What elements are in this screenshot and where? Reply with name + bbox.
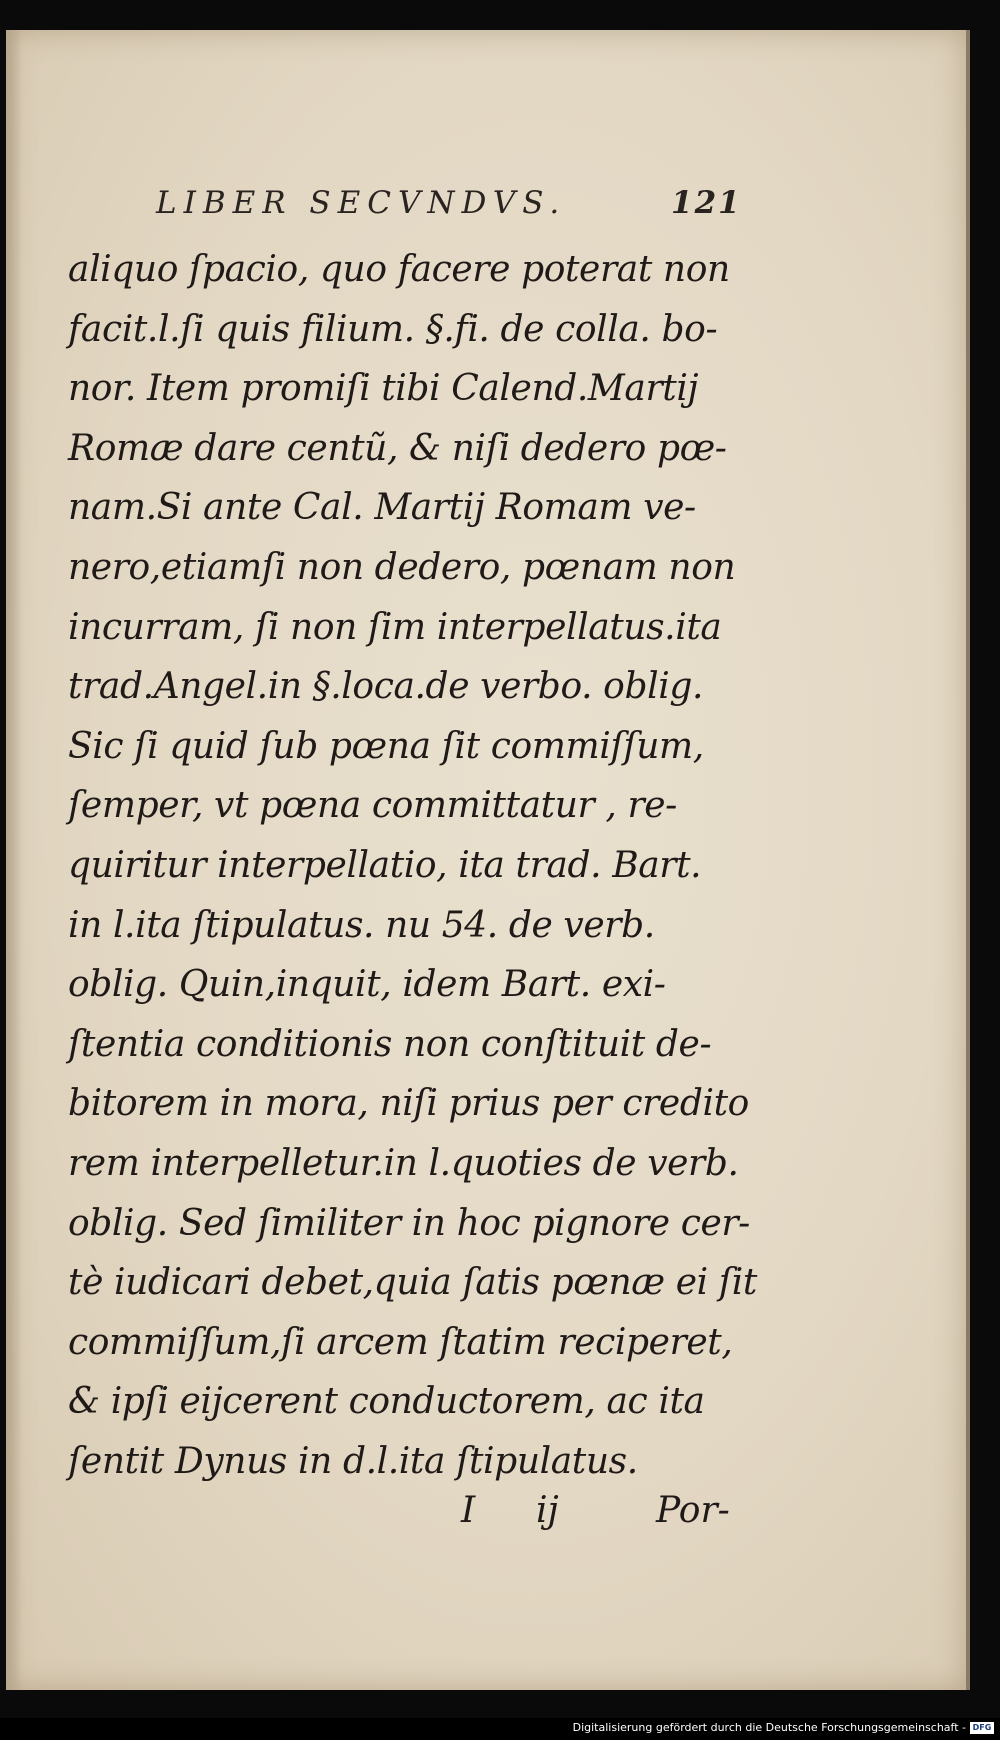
text-line: ſtentia conditionis non conſtituit de-: [68, 1023, 712, 1065]
text-line: Romæ dare centũ, & niſi dedero pœ-: [68, 427, 727, 469]
digitization-credit-bar: [0, 1718, 1000, 1740]
text-line: in l.ita ſtipulatus. nu 54. de verb.: [68, 904, 655, 946]
signature-mark: I: [461, 1490, 476, 1531]
text-line: tè iudicari debet,quia ſatis pœnæ ei ſit: [68, 1262, 757, 1304]
text-line: oblig. Quin,inquit, idem Bart. exi-: [68, 964, 666, 1006]
book-page: [6, 30, 970, 1690]
text-line: ſentit Dynus in d.l.ita ſtipulatus.: [68, 1440, 638, 1482]
text-line: oblig. Sed ſimiliter in hoc pignore cer-: [68, 1202, 750, 1244]
text-line: bitorem in mora, niſi prius per credito: [68, 1083, 749, 1125]
body-text: [68, 240, 757, 1491]
text-line: quiritur interpellatio, ita trad. Bart.: [68, 844, 702, 886]
credit-text: Digitalisierung gefördert durch die Deutsche Forschungsgemeinschaft -: [572, 1721, 966, 1734]
text-line: nor. Item promiſi tibi Calend.Martij: [68, 368, 699, 410]
text-line: nero,etiamſi non dedero, pœnam non: [68, 546, 736, 588]
page-number: 121: [671, 185, 742, 221]
text-line: nam.Si ante Cal. Martij Romam ve-: [68, 487, 696, 529]
page-header: [156, 185, 756, 225]
catchword: Por-: [656, 1490, 730, 1531]
signature-number: ij: [536, 1490, 559, 1531]
running-title: LIBER SECVNDVS.: [156, 185, 567, 221]
text-line: commiſſum,ſi arcem ſtatim reciperet,: [68, 1321, 733, 1363]
text-line: rem interpelletur.in l.quoties de verb.: [68, 1142, 739, 1184]
dfg-logo-icon: DFG: [970, 1722, 994, 1734]
page-footer: [461, 1490, 751, 1550]
text-line: Sic ſi quid ſub pœna ſit commiſſum,: [68, 725, 704, 767]
text-line: ſemper, vt pœna committatur , re-: [68, 785, 677, 827]
text-line: trad.Angel.in §.loca.de verbo. oblig.: [68, 666, 704, 708]
text-line: facit.l.ſi quis filium. §.fi. de colla. bo-: [68, 308, 718, 350]
text-line: incurram, ſi non ſim interpellatus.ita: [68, 606, 722, 648]
text-line: aliquo ſpacio, quo facere poterat non: [68, 249, 730, 290]
text-line: & ipſi eijcerent conductorem, ac ita: [68, 1381, 705, 1423]
page-gutter-shadow: [6, 30, 22, 1690]
